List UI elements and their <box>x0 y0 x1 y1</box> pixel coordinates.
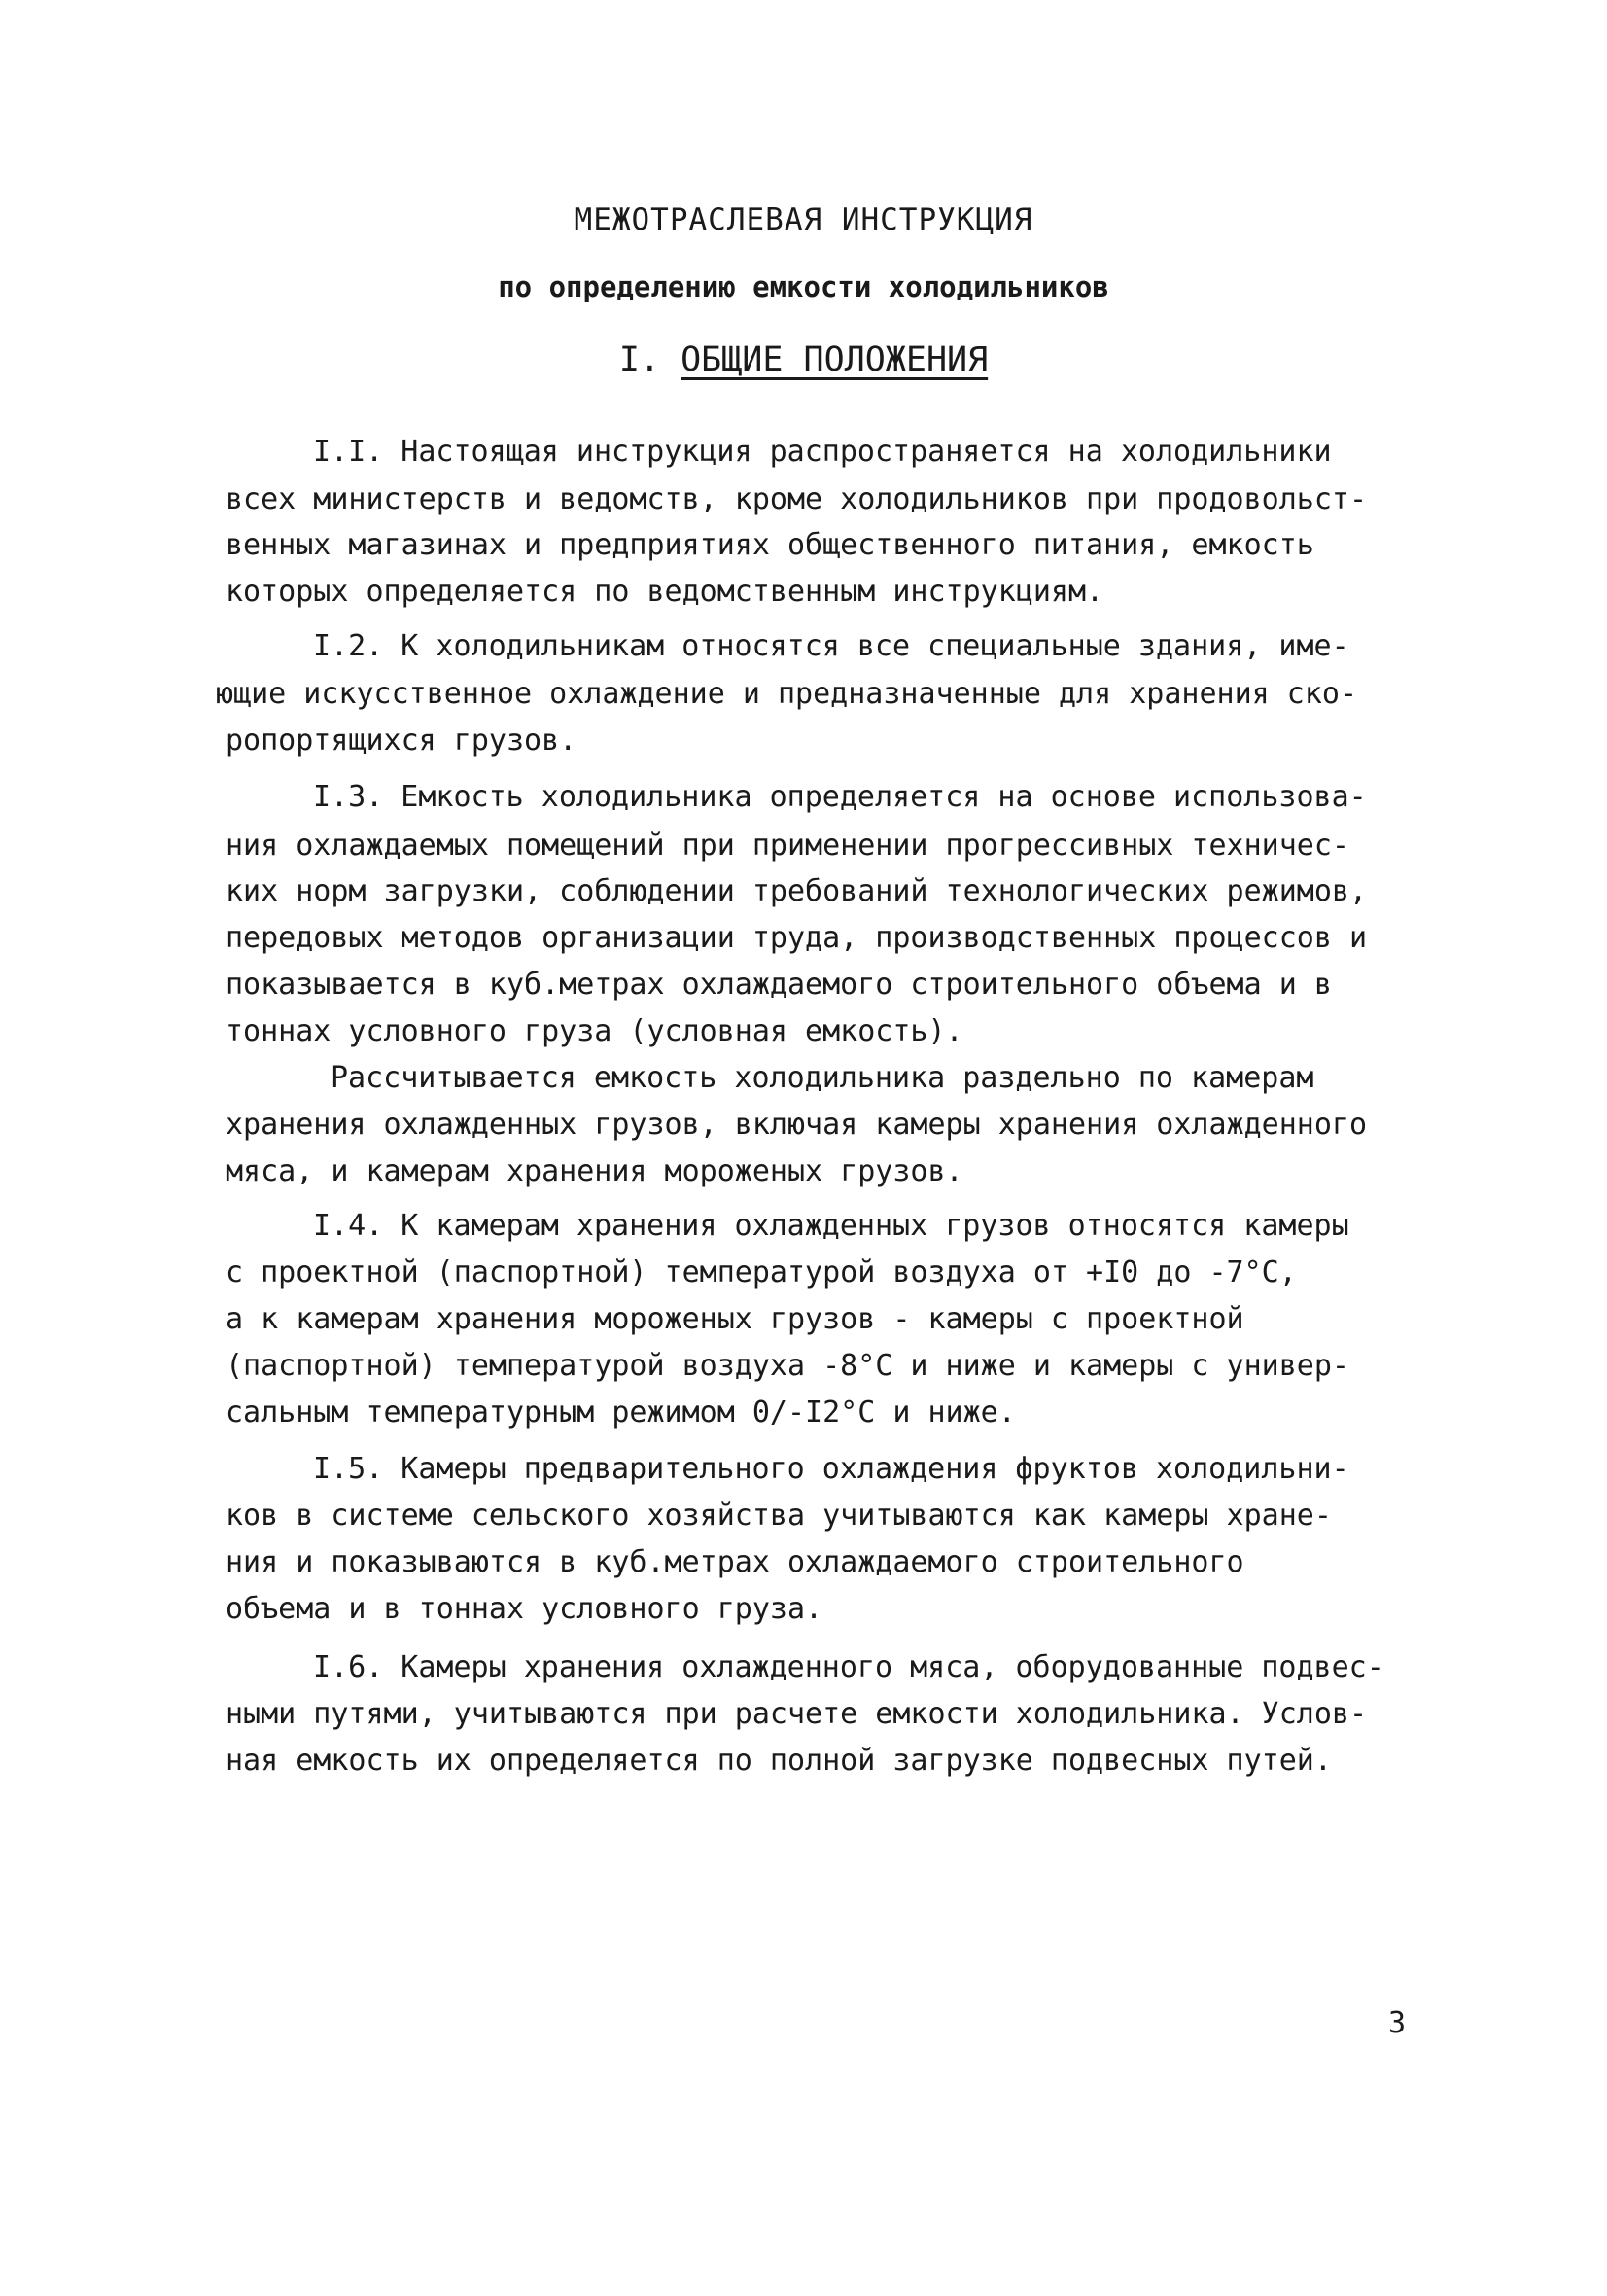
p6-line: I.6. Камеры хранения охлажденного мяса, оборудованные подвес- <box>313 1650 1384 1684</box>
p5-line: ков в системе сельского хозяйства учитываются как камеры хране- <box>226 1499 1332 1533</box>
p5-line: ния и показываются в куб.метрах охлаждаемого строительного <box>226 1545 1244 1579</box>
p3-line: показывается в куб.метрах охлаждаемого строительного объема и в <box>226 968 1332 1002</box>
section-number: I. <box>618 340 660 379</box>
section-title: ОБЩИЕ ПОЛОЖЕНИЯ <box>681 340 989 379</box>
section-heading <box>0 340 1607 379</box>
p1-line: которых определяется по ведомственным инструкциям. <box>226 575 1104 609</box>
p3-line: тоннах условного груза (условная емкость). <box>226 1014 963 1048</box>
p3-line: I.3. Емкость холодильника определяется на основе использова- <box>313 780 1367 814</box>
document-subtitle: по определению емкости холодильников <box>498 270 1109 303</box>
p4-line: I.4. К камерам хранения охлажденных грузов относятся камеры <box>313 1209 1349 1243</box>
p4-line: с проектной (паспортной) температурой воздуха от +I0 до -7°С, <box>226 1255 1297 1289</box>
document-title: МЕЖОТРАСЛЕВАЯ ИНСТРУКЦИЯ <box>574 202 1033 237</box>
p2-line: I.2. К холодильникам относятся все специальные здания, име- <box>313 629 1349 663</box>
p3-line: хранения охлажденных грузов, включая камеры хранения охлажденного <box>226 1108 1367 1142</box>
p3-line: мяса, и камерам хранения мороженых грузов. <box>226 1154 963 1188</box>
p6-line: ная емкость их определяется по полной загрузке подвесных путей. <box>226 1744 1332 1778</box>
page-number: 3 <box>1388 2006 1407 2040</box>
p6-line: ными путями, учитываются при расчете емкости холодильника. Услов- <box>226 1697 1367 1731</box>
p1-line: I.I. Настоящая инструкция распространяется на холодильники <box>313 435 1332 469</box>
p4-line: (паспортной) температурой воздуха -8°С и ниже и камеры с универ- <box>226 1349 1349 1383</box>
p5-line: объема и в тоннах условного груза. <box>226 1592 823 1626</box>
p4-line: а к камерам хранения мороженых грузов - камеры с проектной <box>226 1302 1244 1336</box>
p3-line: ких норм загрузки, соблюдении требований технологических режимов, <box>226 874 1367 908</box>
p4-line: сальным температурным режимом 0/-I2°С и ниже. <box>226 1395 1016 1430</box>
p1-line: всех министерств и ведомств, кроме холодильников при продовольст- <box>226 482 1367 516</box>
p2-line: ющие искусственное охлаждение и предназначенные для хранения ско- <box>216 677 1357 711</box>
p1-line: венных магазинах и предприятиях общественного питания, емкость <box>226 528 1314 562</box>
p3-line: ния охлаждаемых помещений при применении прогрессивных техничес- <box>226 829 1349 863</box>
p2-line: ропортящихся грузов. <box>226 724 577 758</box>
p3-line: Рассчитывается емкость холодильника раздельно по камерам <box>331 1061 1314 1095</box>
p5-line: I.5. Камеры предварительного охлаждения фруктов холодильни- <box>313 1452 1349 1486</box>
p3-line: передовых методов организации труда, производственных процессов и <box>226 921 1367 955</box>
